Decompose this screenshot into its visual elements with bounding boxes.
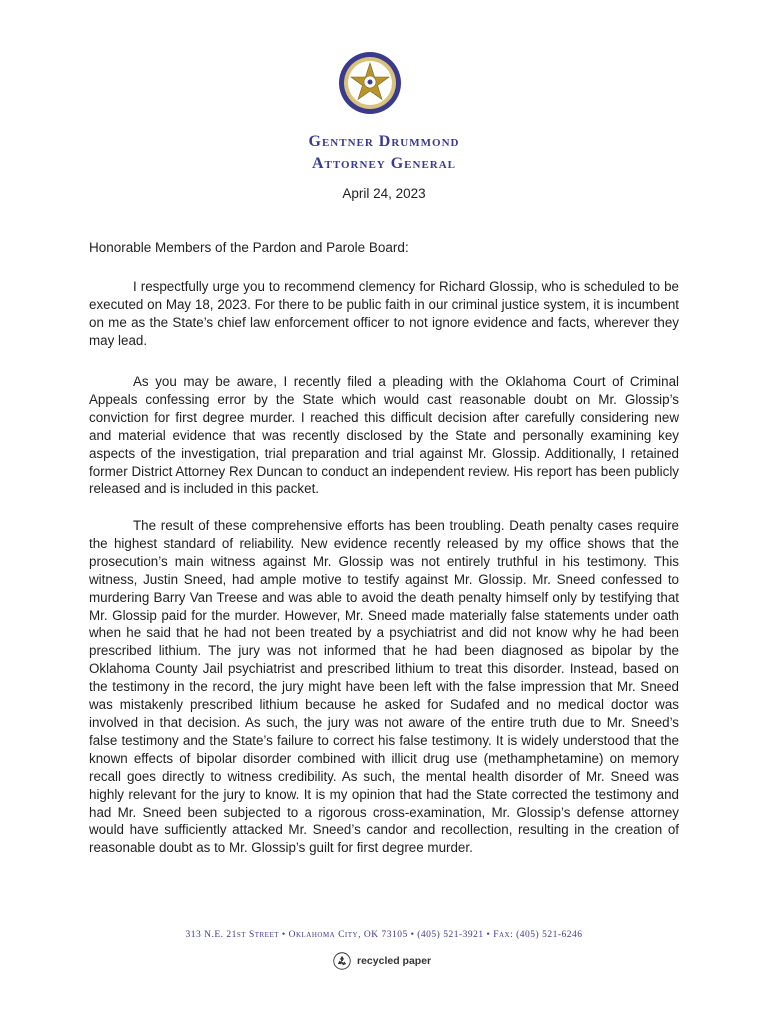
recycled-label: recycled paper [357,955,432,967]
recycled-paper-mark [333,952,431,970]
paragraph-1-text: I respectfully urge you to recommend clemency for Richard Glossip, who is scheduled to be executed on May 18, 2023. For there to be public faith in our criminal justice system, it is incumbent on me as the State’s chief law enforcement officer to not ignore evidence and facts, wherever they may lead. [89,279,679,348]
paragraph-3 [89,517,679,857]
footer-address: 313 N.E. 21st Street • Oklahoma City, OK 73105 • (405) 521-3921 • Fax: (405) 521-6246 [185,930,583,940]
letterhead-name: Gentner Drummond [308,133,460,150]
paragraph-3-text: The result of these comprehensive efforts has been troubling. Death penalty cases require the highest standard of reliability. New evidence recently released by my office shows that the prosecution’s main witness against Mr. Glossip was not entirely truthful in his testimony. This witness, Justin Sneed, had ample motive to testify against Mr. Glossip. Mr. Sneed confessed to murdering Barry Van Treese and was able to avoid the death penalty himself only by testifying that Mr. Glossip paid for the murder. However, Mr. Sneed made materially false statements under oath when he said that he had not been treated by a psychiatrist and did not know why he had been prescribed lithium. The jury was not informed that he had been diagnosed as bipolar by the Oklahoma County Jail psychiatrist and prescribed lithium to treat this disorder. Instead, based on the testimony in the record, the jury might have been left with the false impression that Mr. Sneed was mistakenly prescribed lithium because he asked for Sudafed and no medical doctor was involved in that decision. As such, the jury was not aware of the entire truth due to Mr. Sneed’s false testimony and the State’s failure to correct his false testimony. It is widely understood that the known effects of bipolar disorder combined with illicit drug use (methamphetamine) on memory recall goes directly to witness credibility. As such, the mental health disorder of Mr. Sneed was highly relevant for the jury to know. It is my opinion that had the State corrected the testimony and had Mr. Sneed been subjected to a rigorous cross-examination, Mr. Glossip’s defense attorney would have sufficiently attacked Mr. Sneed’s candor and recollection, resulting in the creation of reasonable doubt as to Mr. Glossip’s guilt for first degree murder. [89,518,679,856]
recycle-icon [333,952,351,970]
paragraph-2 [89,373,679,498]
paragraph-2-text: As you may be aware, I recently filed a pleading with the Oklahoma Court of Criminal Appeals confessing error by the State which would cast reasonable doubt on Mr. Glossip’s conviction for first degree murder. I reached this difficult decision after carefully considering new and material evidence that was recently disclosed by the State and personally examining key aspects of the investigation, trial preparation and trial against Mr. Glossip. Additionally, I retained former District Attorney Rex Duncan to conduct an independent review. His report has been publicly released and is included in this packet. [89,374,679,497]
letterhead-title: Attorney General [311,155,457,172]
salutation: Honorable Members of the Pardon and Parole Board: [89,240,409,255]
state-seal-icon [338,51,402,115]
letter-date: April 24, 2023 [342,186,426,201]
paragraph-1 [89,278,679,350]
